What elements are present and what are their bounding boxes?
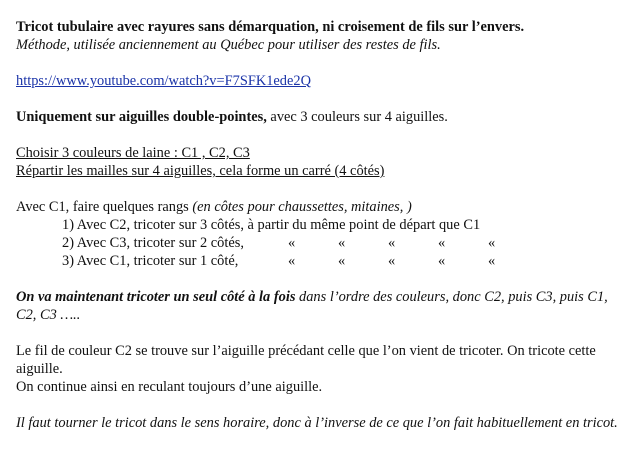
step-3 (62, 252, 628, 270)
ditto-mark: « (438, 235, 446, 251)
step-2-text: 2) Avec C3, tricoter sur 2 côtés, (62, 235, 244, 251)
step-2 (62, 234, 628, 252)
yarn-paragraph-2: On continue ainsi en reculant toujours d’une aiguille. (16, 379, 323, 395)
stitches-line: Répartir les mailles sur 4 aiguilles, cela forme un carré (4 côtés) (16, 163, 385, 179)
ditto-mark: « (388, 235, 396, 251)
one-side-bold: On va maintenant tricoter un seul côté à la fois (16, 289, 296, 305)
ditto-mark: « (288, 253, 296, 269)
needles-bold: Uniquement sur aiguilles double-pointes, (16, 109, 267, 125)
document-subtitle: Méthode, utilisée anciennement au Québec pour utiliser des restes de fils. (16, 37, 441, 53)
document-title: Tricot tubulaire avec rayures sans démarquation, ni croisement de fils sur l’envers. (16, 19, 525, 35)
turn-paragraph: Il faut tourner le tricot dans le sens horaire, donc à l’inverse de ce que l’on fait habituellement en tricot. (16, 415, 618, 431)
needles-rest: avec 3 couleurs sur 4 aiguilles. (266, 109, 448, 125)
one-side-paragraph (16, 288, 628, 324)
ditto-mark: « (288, 235, 296, 251)
ditto-mark: « (438, 253, 446, 269)
ditto-mark: « (338, 235, 346, 251)
step-1: 1) Avec C2, tricoter sur 3 côtés, à partir du même point de départ que C1 (62, 217, 481, 233)
step-3-text: 3) Avec C1, tricoter sur 1 côté, (62, 253, 239, 269)
yarn-paragraph-1: Le fil de couleur C2 se trouve sur l’aiguille précédant celle que l’on vient de tricoter. On tricote cette aiguille. (16, 343, 596, 377)
youtube-link[interactable]: https://www.youtube.com/watch?v=F7SFK1ede2Q (16, 73, 311, 89)
colors-line: Choisir 3 couleurs de laine : C1 , C2, C3 (16, 145, 250, 161)
ditto-mark: « (388, 253, 396, 269)
ditto-mark: « (488, 253, 496, 269)
ditto-mark: « (488, 235, 496, 251)
rows-intro (16, 198, 628, 216)
document-body (16, 18, 628, 432)
rows-intro-italic: (en côtes pour chaussettes, mitaines, ) (192, 199, 412, 215)
ditto-mark: « (338, 253, 346, 269)
needles-line (16, 108, 628, 126)
one-side-rest: dans l’ordre des couleurs, donc C2, puis C3, puis C1, C2, C3 ….. (16, 289, 608, 323)
rows-intro-plain: Avec C1, faire quelques rangs (16, 199, 193, 215)
